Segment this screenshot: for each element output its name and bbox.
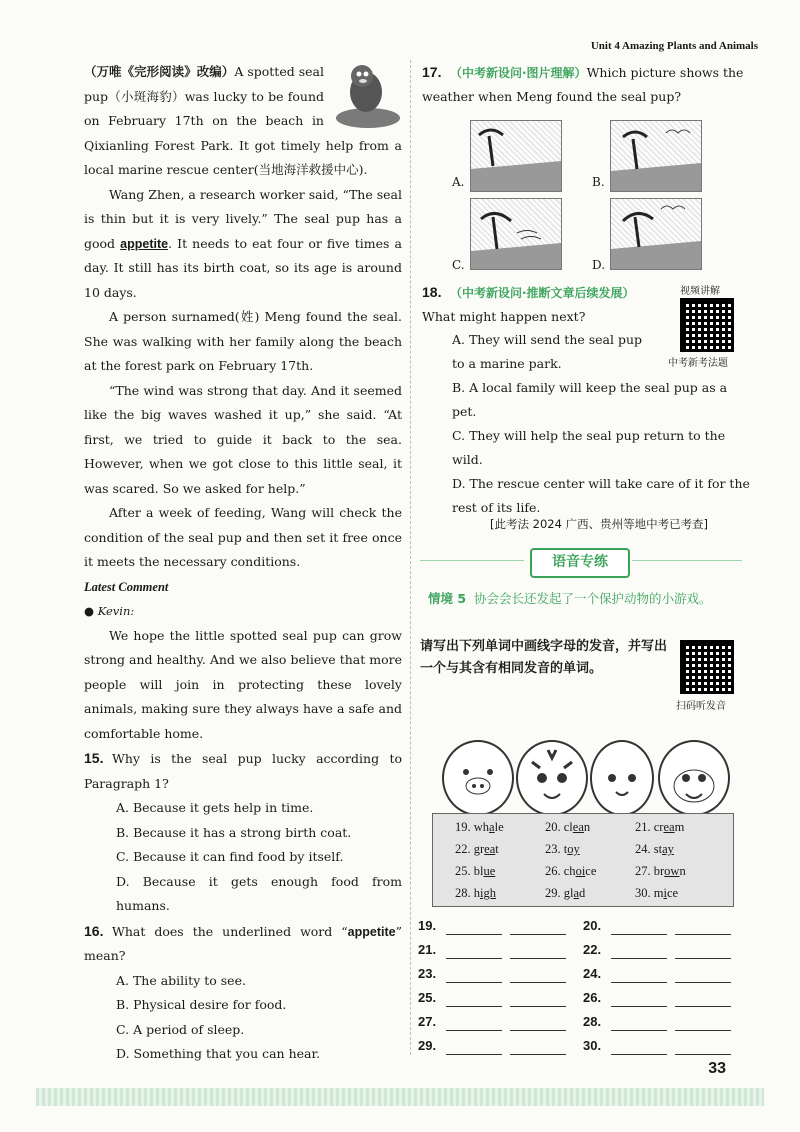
answer-20-blank-2[interactable] (675, 934, 731, 935)
word-30: 30. mice (635, 886, 679, 900)
answer-23-blank-1[interactable] (446, 982, 502, 983)
question-18: 18. （中考新设问·推断文章后续发展）What might happen next? (422, 284, 635, 324)
answer-21-blank-2[interactable] (510, 958, 566, 959)
answer-22-blank-2[interactable] (675, 958, 731, 959)
comment-author: ● Kevin: (84, 604, 135, 618)
q17-label-c[interactable]: C. (452, 258, 465, 272)
answer-30-blank-2[interactable] (675, 1054, 731, 1055)
answer-23-label: 23. (418, 966, 437, 981)
answer-30-blank-1[interactable] (611, 1054, 667, 1055)
left-column (84, 60, 402, 1067)
passage-source: （万唯《完形阅读》改编） (84, 64, 235, 79)
running-header: Unit 4 Amazing Plants and Animals (590, 40, 758, 52)
qr-code-audio[interactable] (680, 640, 734, 694)
instruction-text: 请写出下列单词中画线字母的发音，并写出一个与其含有相同发音的单词。 (420, 639, 668, 676)
rabbit-face (590, 740, 654, 816)
word-20: 20. clean (545, 820, 591, 834)
word-25: 25. blue (455, 864, 496, 878)
banner-line-left (420, 560, 524, 561)
answer-20-label: 20. (583, 918, 602, 933)
answer-21-blank-1[interactable] (446, 958, 502, 959)
page-footer-band (36, 1088, 764, 1106)
paragraph-5: After a week of feeding, Wang will check the condition of the seal pup and then set it free once it meets the necessary conditions. (84, 505, 402, 569)
comment-text: We hope the little spotted seal pup can grow strong and healthy. And we also believe that more people will join in protecting these lovely animals, making sure they always have a safe and comfortable home. (84, 627, 402, 741)
q18-option-d[interactable]: D. The rescue center will take care of it for the rest of its life. (452, 476, 750, 515)
question-16: 16. What does the underlined word “appetite” mean? (84, 922, 402, 963)
answer-28-label: 28. (583, 1014, 602, 1029)
answer-24-blank-2[interactable] (675, 982, 731, 983)
q18-option-c[interactable]: C. They will help the seal pup return to the wild. (452, 428, 726, 467)
column-divider (410, 60, 411, 1055)
qr-caption-exam: 中考新考法题 (668, 358, 728, 369)
answer-28-blank-1[interactable] (611, 1030, 667, 1031)
answer-27-blank-2[interactable] (510, 1030, 566, 1031)
q17-picture-c[interactable] (470, 198, 562, 270)
seal-illustration (330, 62, 402, 130)
tiger-face (516, 740, 588, 816)
answer-29-label: 29. (418, 1038, 437, 1053)
answer-28-blank-2[interactable] (675, 1030, 731, 1031)
q16-option-b[interactable]: B. Physical desire for food. (116, 997, 287, 1012)
word-29: 29. glad (545, 886, 586, 900)
banner-line-right (632, 560, 742, 561)
answer-21-label: 21. (418, 942, 437, 957)
q15-option-c[interactable]: C. Because it can find food by itself. (116, 849, 344, 864)
answer-24-blank-1[interactable] (611, 982, 667, 983)
answer-26-blank-1[interactable] (611, 1006, 667, 1007)
q16-option-c[interactable]: C. A period of sleep. (116, 1021, 245, 1037)
word-23: 23. toy (545, 842, 580, 856)
q15-option-d[interactable]: D. Because it gets enough food from humans. (116, 873, 402, 913)
underlined-word-appetite: appetite (120, 236, 169, 251)
answer-19-label: 19. (418, 918, 437, 933)
answer-23-blank-2[interactable] (510, 982, 566, 983)
q15-option-b[interactable]: B. Because it has a strong birth coat. (116, 824, 352, 840)
q16-option-a[interactable]: A. The ability to see. (116, 972, 246, 988)
page-number: 33 (708, 1060, 726, 1077)
q17-picture-b[interactable] (610, 120, 702, 192)
answer-29-blank-1[interactable] (446, 1054, 502, 1055)
q17-picture-a[interactable] (470, 120, 562, 192)
pig-face (442, 740, 514, 816)
scene-intro: 情境 5 协会会长还发起了一个保护动物的小游戏。 (428, 591, 712, 606)
q18-option-a[interactable]: A. They will send the seal pup to a marine park. (452, 332, 643, 371)
question-15: 15. Why is the seal pup lucky according to Paragraph 1? (84, 750, 402, 791)
animal-illustration (436, 735, 732, 815)
q17-picture-d[interactable] (610, 198, 702, 270)
answer-25-blank-1[interactable] (446, 1006, 502, 1007)
q17-label-b[interactable]: B. (592, 175, 605, 189)
answer-24-label: 24. (583, 966, 602, 981)
word-list-box (432, 813, 734, 907)
question-17: 17. （中考新设问·图片理解）Which picture shows the weather when Meng found the seal pup? (422, 64, 744, 104)
q17-label-a[interactable]: A. (452, 175, 465, 189)
section-banner: 语音专练 (530, 548, 630, 578)
word-28: 28. high (455, 886, 496, 900)
q15-option-a[interactable]: A. Because it gets help in time. (116, 800, 314, 815)
answer-29-blank-2[interactable] (510, 1054, 566, 1055)
word-22: 22. great (455, 842, 499, 856)
paragraph-4: “The wind was strong that day. And it seemed like the big waves washed it up,” she said. “At first, we tried to guide it back to the sea. However, when we got close to this little seal, it was scared. So we asked for help.” (84, 382, 402, 496)
q17-label-d[interactable]: D. (592, 258, 606, 272)
qr-code-video[interactable] (680, 298, 734, 352)
q16-option-d[interactable]: D. Something that you can hear. (116, 1046, 321, 1061)
comment-title: Latest Comment (84, 579, 169, 594)
q18-option-b[interactable]: B. A local family will keep the seal pup as a pet. (452, 380, 728, 419)
paragraph-1: A spotted seal pup（小斑海豹）was lucky to be found on February 17th on the beach in Qixianling Forest Park. It got timely help from a local marine rescue center(当地海洋救援中心). (84, 64, 402, 177)
answer-27-blank-1[interactable] (446, 1030, 502, 1031)
answer-25-blank-2[interactable] (510, 1006, 566, 1007)
answer-30-label: 30. (583, 1038, 602, 1053)
answer-26-label: 26. (583, 990, 602, 1005)
answer-22-label: 22. (583, 942, 602, 957)
qr-caption-audio: 扫码听发音 (676, 701, 726, 712)
word-19: 19. whale (455, 820, 504, 834)
monkey-face (658, 740, 730, 816)
qr-caption-video: 视频讲解 (680, 286, 720, 297)
paragraph-2: Wang Zhen, a research worker said, “The seal is thin but it is very lively.” The seal pup has a good appetite. It needs to eat four or five times a day. It still has its birth coat, so its age is around 10 days. (84, 186, 402, 300)
answer-27-label: 27. (418, 1014, 437, 1029)
answer-26-blank-2[interactable] (675, 1006, 731, 1007)
answer-19-blank-2[interactable] (510, 934, 566, 935)
answer-19-blank-1[interactable] (446, 934, 502, 935)
paragraph-3: A person surnamed(姓) Meng found the seal. She was walking with her family along the beach at the forest park on February 17th. (84, 309, 402, 373)
answer-25-label: 25. (418, 990, 437, 1005)
exam-note: [此考法 2024 广西、贵州等地中考已考查] (490, 517, 709, 531)
word-21: 21. cream (635, 820, 685, 834)
answer-22-blank-1[interactable] (611, 958, 667, 959)
word-26: 26. choice (545, 864, 597, 878)
word-27: 27. brown (635, 864, 686, 878)
word-24: 24. stay (635, 842, 674, 856)
answer-20-blank-1[interactable] (611, 934, 667, 935)
